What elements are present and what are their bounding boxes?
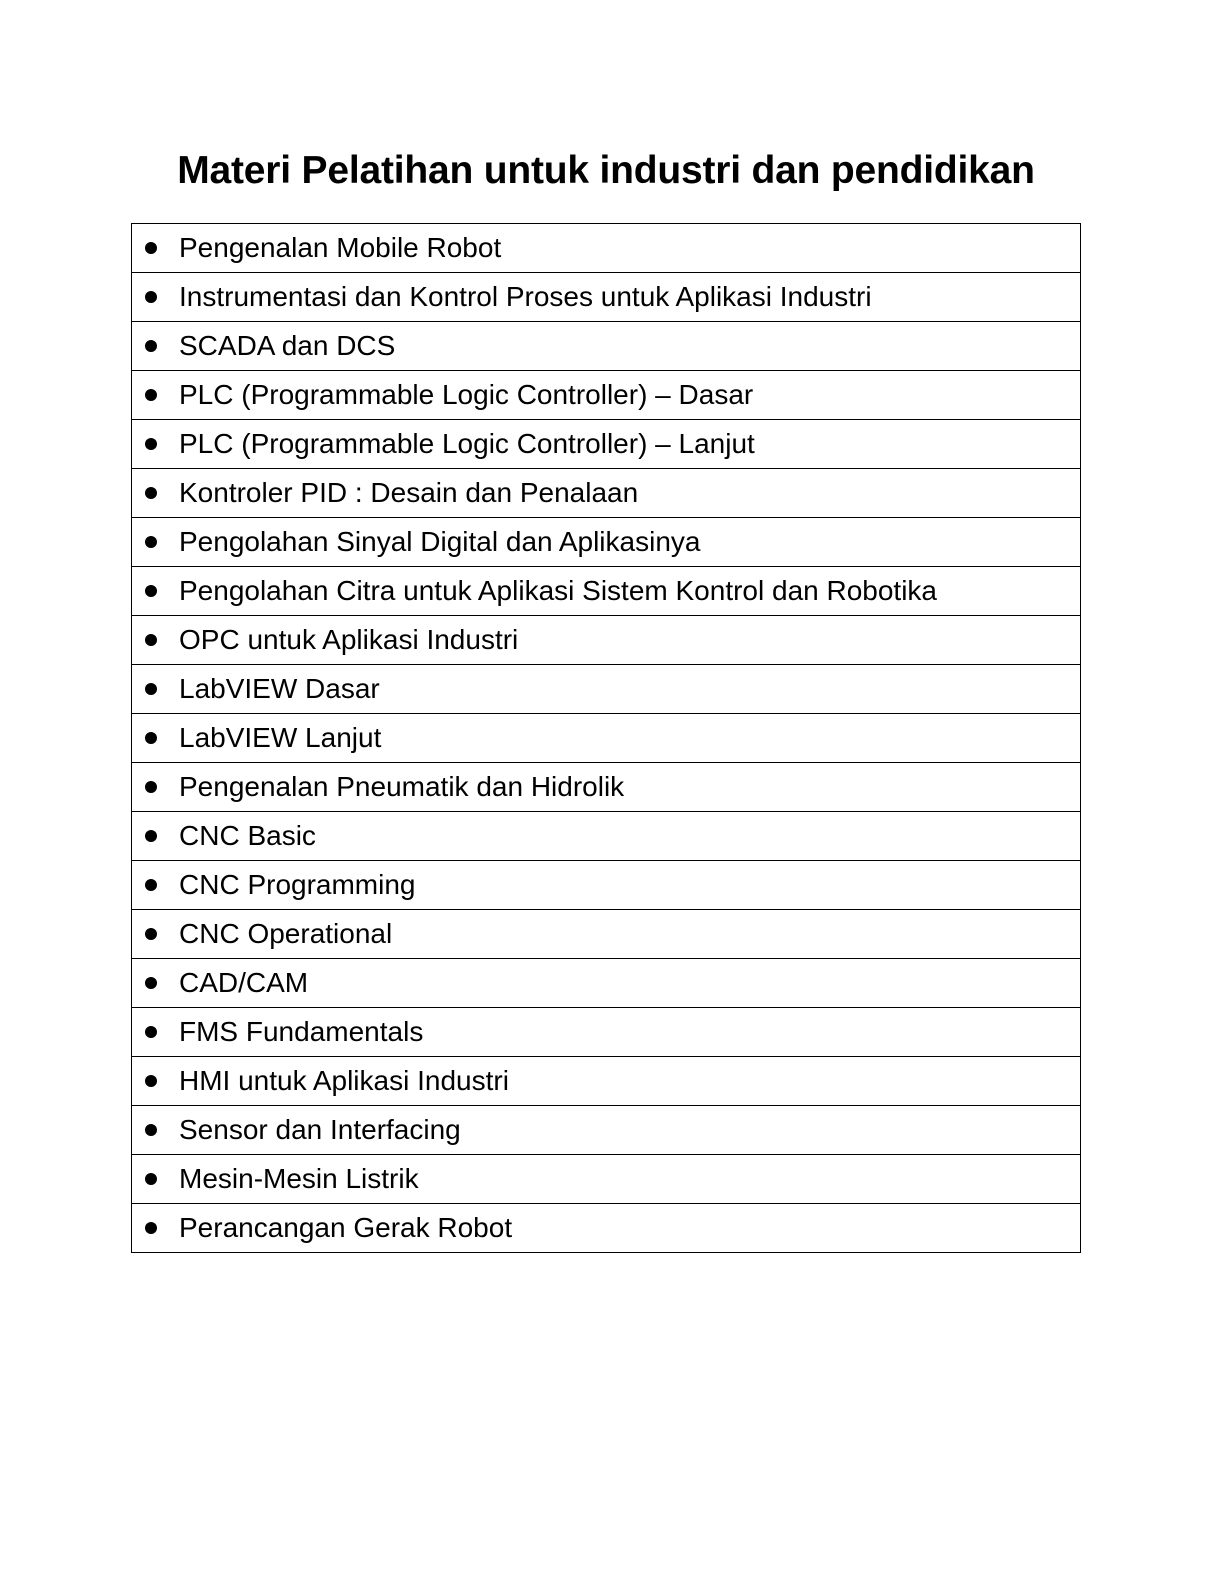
topic-label: FMS Fundamentals	[179, 1016, 424, 1047]
bullet-icon	[145, 683, 157, 695]
table-cell	[132, 371, 1081, 420]
topic-label: Pengenalan Mobile Robot	[179, 232, 502, 263]
table-cell	[132, 763, 1081, 812]
table-row	[132, 371, 1081, 420]
topic-label: SCADA dan DCS	[179, 330, 396, 361]
topic-label: Pengenalan Pneumatik dan Hidrolik	[179, 771, 625, 802]
table-row	[132, 763, 1081, 812]
table-row	[132, 861, 1081, 910]
table-row	[132, 616, 1081, 665]
bullet-icon	[145, 977, 157, 989]
table-row	[132, 322, 1081, 371]
table-row	[132, 1204, 1081, 1253]
bullet-icon	[145, 1124, 157, 1136]
bullet-icon	[145, 634, 157, 646]
table-cell	[132, 812, 1081, 861]
topic-label: Pengolahan Sinyal Digital dan Aplikasinya	[179, 526, 701, 557]
table-cell	[132, 616, 1081, 665]
training-topics-table	[131, 223, 1081, 1253]
bullet-icon	[145, 242, 157, 254]
bullet-icon	[145, 928, 157, 940]
bullet-icon	[145, 585, 157, 597]
topic-label: Sensor dan Interfacing	[179, 1114, 461, 1145]
table-cell	[132, 714, 1081, 763]
table-cell	[132, 1106, 1081, 1155]
topic-label: Kontroler PID : Desain dan Penalaan	[179, 477, 639, 508]
topic-label: Mesin-Mesin Listrik	[179, 1163, 419, 1194]
table-cell	[132, 567, 1081, 616]
topic-label: CAD/CAM	[179, 967, 309, 998]
topic-label: PLC (Programmable Logic Controller) – Dasar	[179, 379, 754, 410]
bullet-icon	[145, 781, 157, 793]
topic-label: Instrumentasi dan Kontrol Proses untuk Aplikasi Industri	[179, 281, 872, 312]
bullet-icon	[145, 1173, 157, 1185]
table-row	[132, 1106, 1081, 1155]
table-row	[132, 959, 1081, 1008]
table-cell	[132, 959, 1081, 1008]
topic-label: HMI untuk Aplikasi Industri	[179, 1065, 509, 1096]
table-cell	[132, 1008, 1081, 1057]
bullet-icon	[145, 487, 157, 499]
bullet-icon	[145, 536, 157, 548]
table-row	[132, 665, 1081, 714]
topic-label: LabVIEW Dasar	[179, 673, 380, 704]
table-row	[132, 910, 1081, 959]
table-cell	[132, 322, 1081, 371]
topic-label: CNC Basic	[179, 820, 316, 851]
bullet-icon	[145, 340, 157, 352]
table-row	[132, 1008, 1081, 1057]
topic-label: OPC untuk Aplikasi Industri	[179, 624, 519, 655]
table-cell	[132, 469, 1081, 518]
table-cell	[132, 518, 1081, 567]
table-cell	[132, 1204, 1081, 1253]
topic-label: CNC Programming	[179, 869, 416, 900]
table-cell	[132, 420, 1081, 469]
table-cell	[132, 273, 1081, 322]
table-row	[132, 567, 1081, 616]
table-cell	[132, 665, 1081, 714]
table-row	[132, 714, 1081, 763]
table-cell	[132, 1155, 1081, 1204]
bullet-icon	[145, 1075, 157, 1087]
table-row	[132, 420, 1081, 469]
table-cell	[132, 910, 1081, 959]
table-row	[132, 224, 1081, 273]
table-row	[132, 518, 1081, 567]
table-cell	[132, 224, 1081, 273]
topic-label: PLC (Programmable Logic Controller) – Lanjut	[179, 428, 755, 459]
bullet-icon	[145, 879, 157, 891]
page-title: Materi Pelatihan untuk industri dan pendidikan	[177, 149, 1035, 192]
table-row	[132, 812, 1081, 861]
bullet-icon	[145, 389, 157, 401]
bullet-icon	[145, 732, 157, 744]
topic-label: Pengolahan Citra untuk Aplikasi Sistem Kontrol dan Robotika	[179, 575, 937, 606]
table-row	[132, 469, 1081, 518]
table-cell	[132, 861, 1081, 910]
table-row	[132, 273, 1081, 322]
topic-label: LabVIEW Lanjut	[179, 722, 382, 753]
topic-label: CNC Operational	[179, 918, 393, 949]
table-row	[132, 1057, 1081, 1106]
table-cell	[132, 1057, 1081, 1106]
topic-label: Perancangan Gerak Robot	[179, 1212, 513, 1243]
bullet-icon	[145, 291, 157, 303]
bullet-icon	[145, 1026, 157, 1038]
bullet-icon	[145, 438, 157, 450]
table-row	[132, 1155, 1081, 1204]
bullet-icon	[145, 830, 157, 842]
bullet-icon	[145, 1222, 157, 1234]
